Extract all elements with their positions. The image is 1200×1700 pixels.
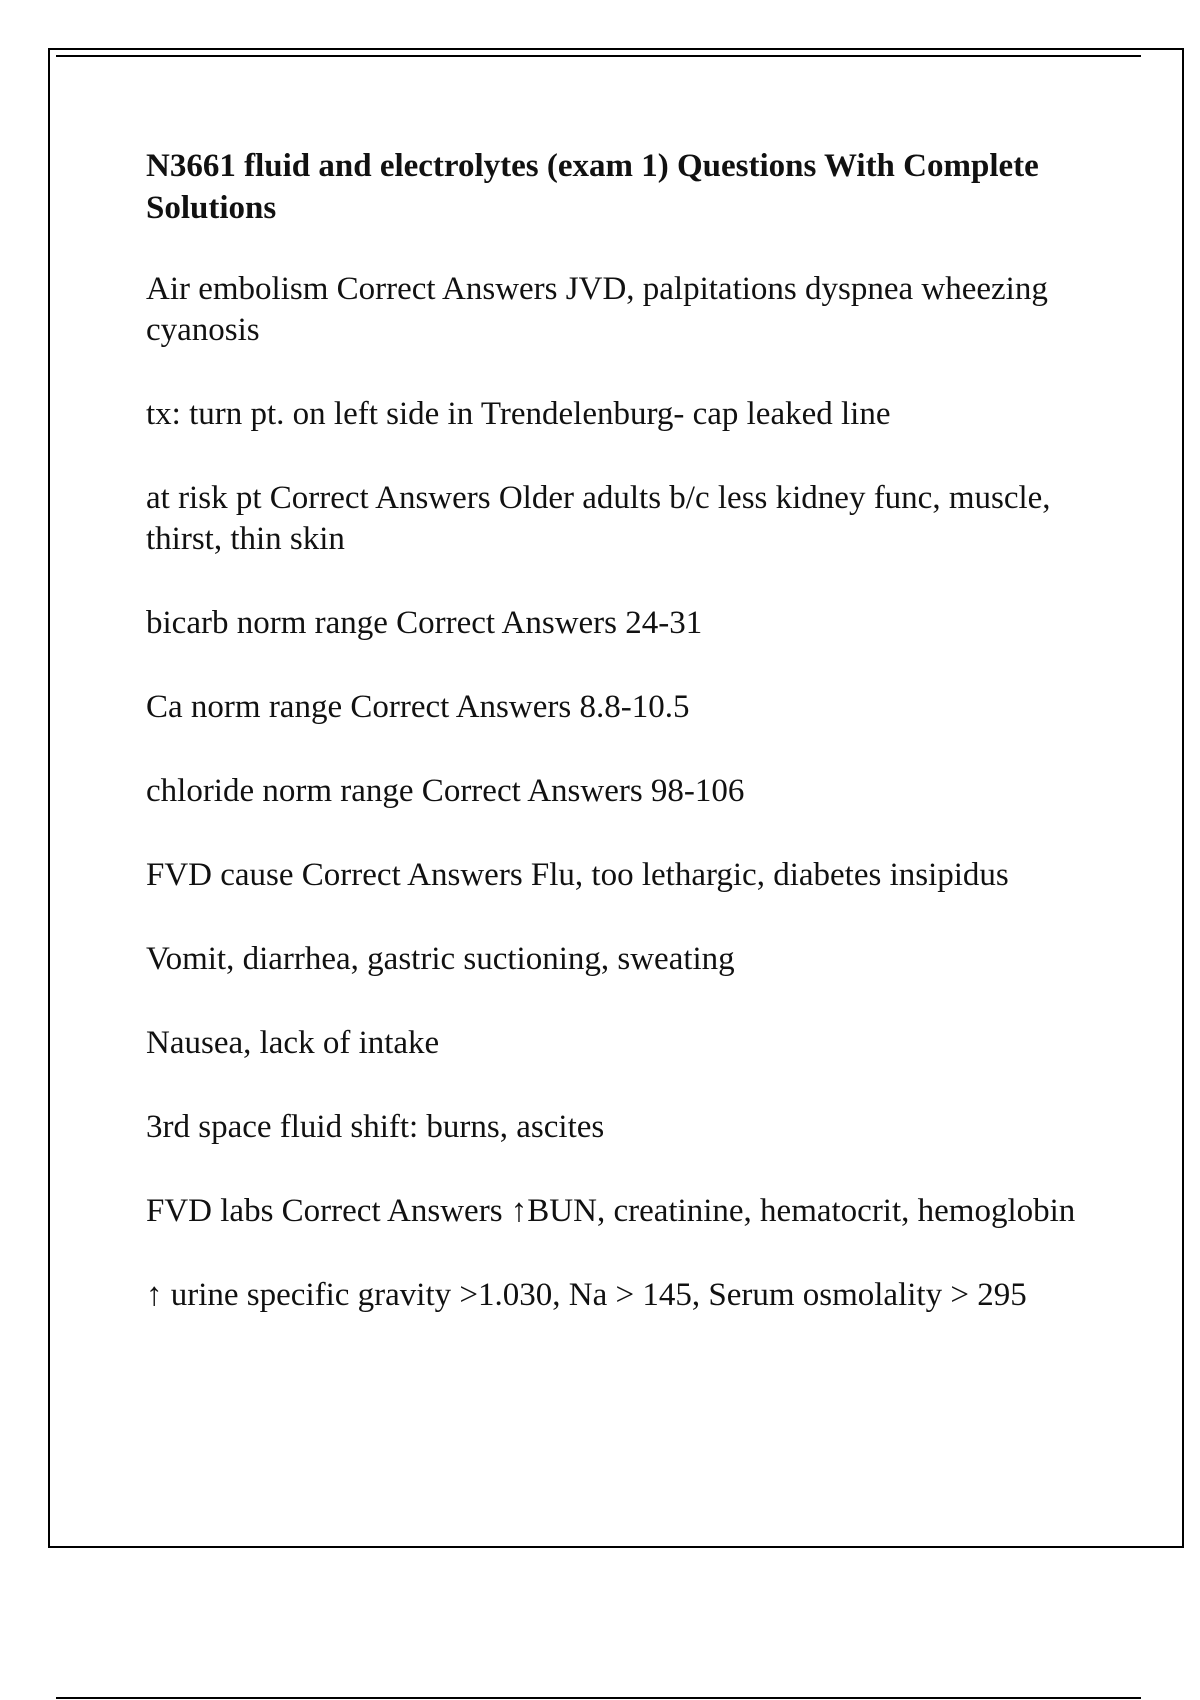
document-title: N3661 fluid and electrolytes (exam 1) Questions With Complete Solutions — [146, 148, 1039, 226]
header-rule — [56, 55, 1141, 57]
paragraph-fvd-labs-urine: ↑ urine specific gravity >1.030, Na > 145, Serum osmolality > 295 — [146, 1277, 1027, 1313]
paragraph-bicarb-range: bicarb norm range Correct Answers 24-31 — [146, 605, 703, 641]
paragraph-fvd-cause-gi: Vomit, diarrhea, gastric suctioning, sweating — [146, 941, 735, 977]
paragraph-fvd-cause-intake: Nausea, lack of intake — [146, 1025, 440, 1061]
paragraph-fvd-cause-third-space: 3rd space fluid shift: burns, ascites — [146, 1109, 605, 1145]
document-body — [146, 145, 1076, 1359]
footer-rule — [56, 1697, 1141, 1699]
paragraph-fvd-labs: FVD labs Correct Answers ↑BUN, creatinine, hematocrit, hemoglobin — [146, 1193, 1076, 1229]
paragraph-at-risk-pt: at risk pt Correct Answers Older adults b/c less kidney func, muscle, thirst, thin skin — [146, 480, 1051, 557]
paragraph-ca-range: Ca norm range Correct Answers 8.8-10.5 — [146, 689, 690, 725]
paragraph-chloride-range: chloride norm range Correct Answers 98-106 — [146, 773, 745, 809]
paragraph-air-embolism-treatment: tx: turn pt. on left side in Trendelenburg- cap leaked line — [146, 396, 891, 432]
paragraph-fvd-cause: FVD cause Correct Answers Flu, too lethargic, diabetes insipidus — [146, 857, 1009, 893]
paragraph-air-embolism: Air embolism Correct Answers JVD, palpitations dyspnea wheezing cyanosis — [146, 271, 1048, 348]
